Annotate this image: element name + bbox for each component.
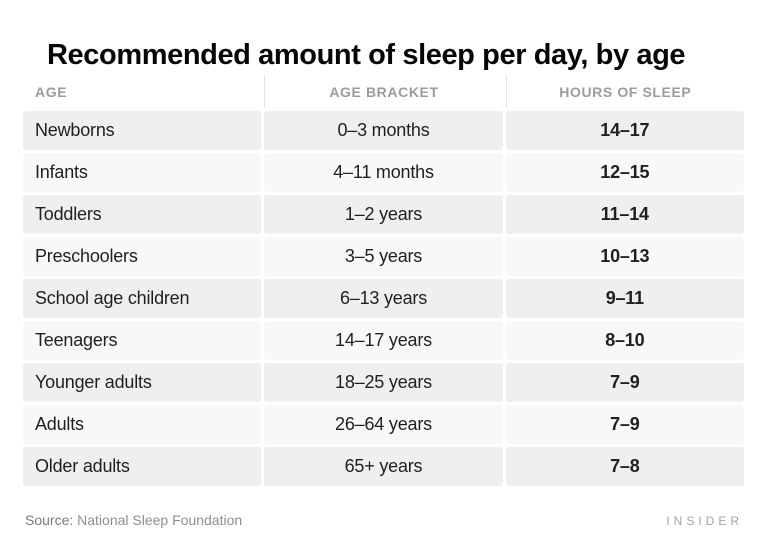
age-group-cell: School age children: [23, 279, 261, 318]
hours-cell: 11–14: [506, 195, 744, 234]
table-header-row: [23, 75, 744, 108]
column-header-age: AGE: [35, 83, 68, 100]
table-row: [23, 111, 744, 150]
age-bracket-cell: 18–25 years: [264, 363, 502, 402]
column-header-hours-of-sleep: HOURS OF SLEEP: [506, 75, 744, 108]
table-row: [23, 279, 744, 318]
table-row: [23, 363, 744, 402]
insider-logo: INSIDER: [666, 514, 743, 528]
age-bracket-cell: 4–11 months: [264, 153, 502, 192]
hours-cell: 10–13: [506, 237, 744, 276]
age-group-cell: Younger adults: [23, 363, 261, 402]
hours-cell: 14–17: [506, 111, 744, 150]
age-group-cell: Adults: [23, 405, 261, 444]
column-header-age-bracket: AGE BRACKET: [264, 75, 502, 108]
table-row: [23, 153, 744, 192]
age-group-cell: Newborns: [23, 111, 261, 150]
hours-cell: 12–15: [506, 153, 744, 192]
table-row: [23, 321, 744, 360]
table-body: [23, 111, 744, 486]
age-bracket-cell: 6–13 years: [264, 279, 502, 318]
hours-cell: 7–8: [506, 447, 744, 486]
source-label: Source:: [25, 512, 74, 528]
hours-cell: 7–9: [506, 405, 744, 444]
source-attribution: [25, 512, 242, 528]
age-bracket-cell: 65+ years: [264, 447, 502, 486]
age-bracket-cell: 1–2 years: [264, 195, 502, 234]
source-value: National Sleep Foundation: [77, 512, 243, 528]
age-group-cell: Preschoolers: [23, 237, 261, 276]
hours-cell: 8–10: [506, 321, 744, 360]
age-bracket-cell: 26–64 years: [264, 405, 502, 444]
age-group-cell: Older adults: [23, 447, 261, 486]
age-bracket-cell: 3–5 years: [264, 237, 502, 276]
age-bracket-cell: 14–17 years: [264, 321, 502, 360]
table-row: [23, 237, 744, 276]
hours-cell: 7–9: [506, 363, 744, 402]
age-group-cell: Infants: [23, 153, 261, 192]
chart-title: Recommended amount of sleep per day, by age: [47, 39, 686, 72]
hours-cell: 9–11: [506, 279, 744, 318]
table-row: [23, 195, 744, 234]
age-group-cell: Toddlers: [23, 195, 261, 234]
table-row: [23, 447, 744, 486]
table-row: [23, 405, 744, 444]
age-group-cell: Teenagers: [23, 321, 261, 360]
age-bracket-cell: 0–3 months: [264, 111, 502, 150]
sleep-table: [23, 75, 744, 489]
